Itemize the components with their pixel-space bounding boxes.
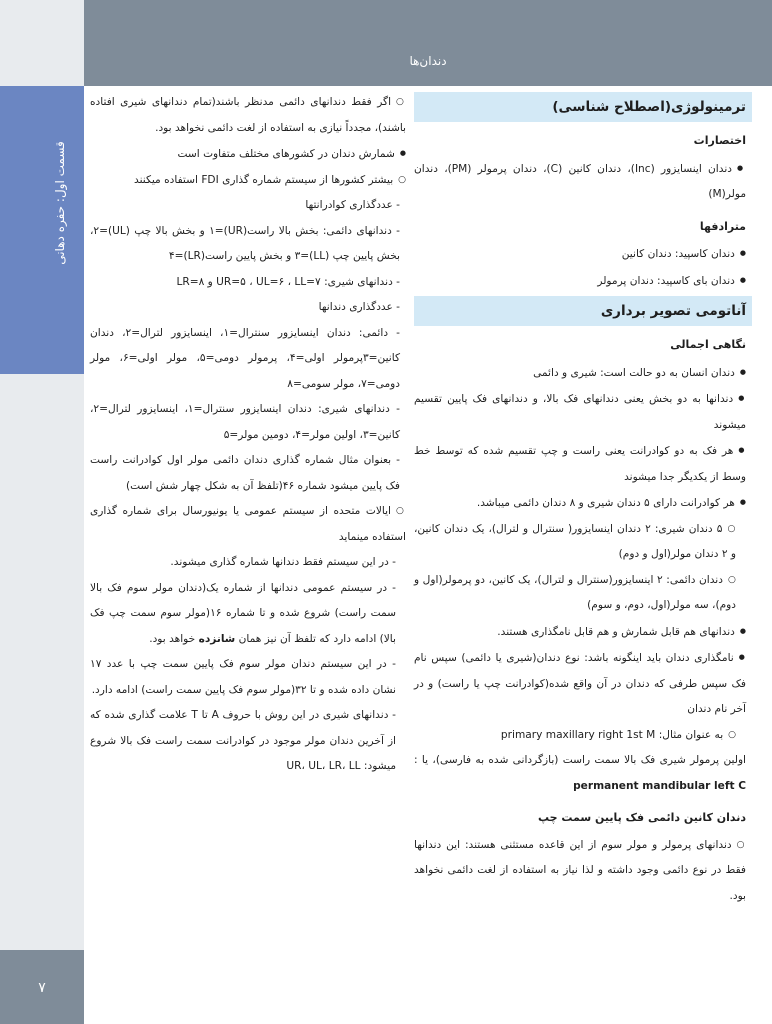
header-band [84,0,772,86]
list-item: ○ اگر فقط دندانهای دائمی مدنظر باشند(تمام دندانهای شیری افتاده باشند)، مجدداً نیازی به استفاده از لغت دائمی نخواهد بود. [90,90,406,141]
left-column [90,90,406,780]
subheading-synonyms: مترادفها [699,219,746,233]
text-part: خواهد بود. [149,632,199,645]
list-item: ● هر کوادرانت دارای ۵ دندان شیری و ۸ دندان دائمی میباشد. [414,490,746,517]
list-item: - عددگذاری دندانها [90,295,406,321]
page-number-box [0,950,84,1024]
running-head: دندان‌ها [409,54,447,68]
list-item: ● دندان بای کاسپید: دندان پرمولر [414,268,746,295]
list-item: - دندانهای شیری: دندان اینسایزور سنترال=۱، اینسایزور لترال=۲، کانین=۳، اولین مولر=۴، دومین مولر=۵ [90,397,406,448]
list-item: ● شمارش دندان در کشورهای مختلف متفاوت است [90,141,406,168]
text-part: در سیستم عمومی دندانها از شماره یک(دندان مولر سوم فک بالا سمت راست) شروع شده و تا شماره ۱۶(مولر سوم سمت چپ فک بالا) ادامه دارد که تلفظ آن نیز همان [90,581,397,645]
subheading-overview: نگاهی اجمالی [670,338,746,351]
chapter-tab [0,86,84,374]
list-item: ● دندانها به دو بخش یعنی دندانهای فک بالا، و دندانهای فک پایین تقسیم میشوند [414,386,746,438]
list-item: - بعنوان مثال شماره گذاری دندان دائمی مولر اول کوادرانت راست فک پایین میشود شماره ۴۶(تلفظ آن به شکل چهار شش است) [90,448,406,499]
list-item: - دائمی: دندان اینسایزور سنترال=۱، اینسایزور لترال=۲، دندان کانین=۳پرمولر اولی=۴، پرمولر دومی=۵، مولر اولی=۶، مولر دومی=۷، مولر سومی=۸ [90,321,406,398]
chapter-label: قسمت اول: حفره دهانی [53,141,67,265]
list-item: ● دندان انسان به دو حالت است: شیری و دائمی [414,360,746,387]
emphasis-term: شانزده [198,632,236,645]
example-label: به عنوان مثال: [655,728,724,741]
list-item: - دندانهای شیری: UR=۵ ، UL=۶ ، LL=۷ و LR=۸ [90,270,406,296]
list-item: ● نامگذاری دندان باید اینگونه باشد: نوع دندان(شیری یا دائمی) سپس نام فک سپس طرفی که دندان در آن واقع شده(کوادرانت چپ یا راست) و در آخر نام دندان [414,645,746,723]
page-number: ۷ [38,980,46,996]
list-item: ● دندان اینسایزور (Inc)، دندان کانین (C)، دندان پرمولر (PM)، دندان مولر(M) [414,156,746,208]
right-column [414,90,746,909]
list-item: - عددگذاری کوادرانتها [90,193,406,219]
example-term-2: permanent mandibular left C [573,779,746,792]
example-text: اولین پرمولر شیری فک بالا سمت راست (بازگردانی شده به فارسی)، یا : [414,754,746,766]
example-term: primary maxillary right 1st M [500,728,656,741]
example-continuation [414,748,746,799]
list-item: ○ ایالات متحده از سیستم عمومی یا یونیورسال برای شماره گذاری استفاده مینماید [90,499,406,550]
list-item: - در این سیستم دندان مولر سوم فک پایین سمت چپ با عدد ۱۷ نشان داده شده و تا ۳۲(مولر سوم فک پایین سمت راست) ادامه دارد. [90,652,406,703]
section-title-terminology: ترمینولوژی(اصطلاح شناسی) [414,92,752,122]
list-item: ○ دندان دائمی: ۲ اینسایزور(سنترال و لترال)، یک کانین، دو پرمولر(اول و دوم)، سه مولر(اول، دوم، و سوم) [414,568,746,619]
list-item: ○ بیشتر کشورها از سیستم شماره گذاری FDI استفاده میکنند [90,168,406,194]
list-item: ○ دندانهای پرمولر و مولر سوم از این قاعده مستثنی هستند: این دندانها فقط در نوع دائمی وجود داشته و لذا نیاز به استفاده از لغت دائمی نخواهد بود. [414,833,746,910]
list-item [414,723,746,749]
list-item: ● دندان کاسپید: دندان کانین [414,241,746,268]
subheading-canine: دندان کانین دائمی فک پایین سمت چپ [537,811,746,824]
subheading-abbreviations: اختصارات [693,134,746,147]
list-item: ○ ۵ دندان شیری: ۲ دندان اینسایزور( سنترال و لترال)، یک دندان کانین، و ۲ دندان مولر(اول و دوم) [414,517,746,568]
section-title-imaging-anatomy: آناتومی تصویر برداری [414,296,752,326]
list-item: ● هر فک به دو کوادرانت یعنی راست و چپ تقسیم شده که توسط خط وسط از یکدیگر جدا میشوند [414,438,746,490]
list-item [90,576,406,653]
list-item: - دندانهای شیری در این روش با حروف A تا T علامت گذاری شده که از آخرین دندان مولر موجود در کوادرانت سمت راست فک بالا شروع میشود: UR، UL، LR، LL [90,703,406,780]
list-item: - در این سیستم فقط دندانها شماره گذاری میشوند. [90,550,406,576]
list-item: - دندانهای دائمی: بخش بالا راست(UR)=۱ و بخش بالا چپ (UL)=۲، بخش پایین چپ (LL)=۳ و بخش پایین راست(LR)=۴ [90,219,406,270]
list-item: ● دندانهای هم قابل شمارش و هم قابل نامگذاری هستند. [414,619,746,646]
